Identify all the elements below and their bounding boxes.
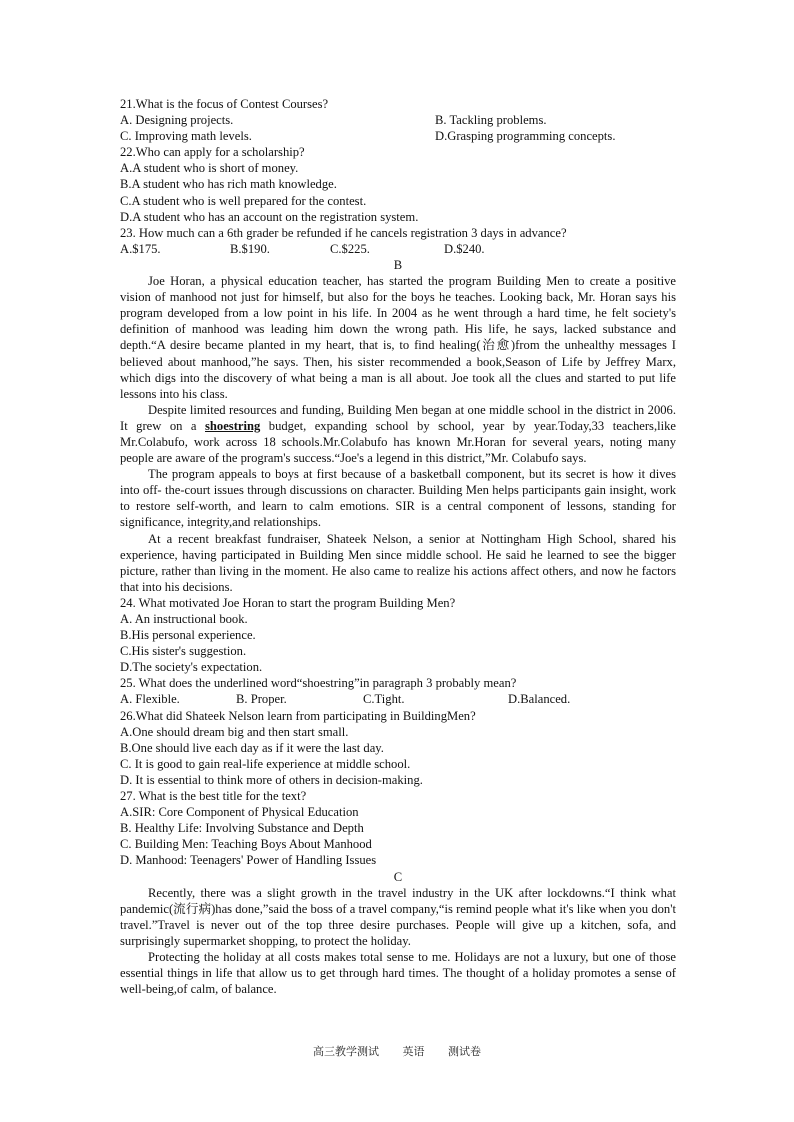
question-25 [120, 675, 676, 707]
option-c[interactable]: C. Improving math levels. [120, 129, 252, 144]
option-b[interactable]: B. Tackling problems. [435, 113, 547, 128]
underlined-word: shoestring [205, 418, 261, 433]
option-b[interactable]: B.One should live each day as if it were the last day. [120, 740, 384, 755]
page-footer [0, 1043, 794, 1059]
question-stem: 27. What is the best title for the text? [120, 789, 307, 804]
question-22 [120, 144, 676, 224]
option-d[interactable]: D.Grasping programming concepts. [435, 129, 616, 144]
passage-b-paragraph-4: At a recent breakfast fundraiser, Shateek Nelson, a senior at Nottingham High School, shared his experience, having participated in Building Men since middle school. He said he learned to see the bigger picture, rather than living in the moment. He also came to realize his actions affect others, and now he factors that into his decisions. [120, 531, 676, 594]
option-a[interactable]: A.SIR: Core Component of Physical Education [120, 805, 359, 820]
option-c[interactable]: C.A student who is well prepared for the contest. [120, 193, 367, 208]
option-b[interactable]: B.A student who has rich math knowledge. [120, 177, 337, 192]
option-a[interactable]: A.A student who is short of money. [120, 161, 299, 176]
question-26 [120, 708, 676, 788]
passage-c-paragraph-1: Recently, there was a slight growth in the travel industry in the UK after lockdowns.“I think what pandemic(流行病)has done,”said the boss of a travel company,“is remind people what it's like when you don't travel.”Travel is never out of the top three desire purchases. People will give up a kitchen, sofa, and surprisingly supermarket shopping, to protect the holiday. [120, 885, 676, 948]
option-row [120, 112, 676, 128]
option-d[interactable]: D. It is essential to think more of others in decision-making. [120, 772, 423, 787]
option-row [120, 691, 676, 707]
paragraph-text: Despite limited resources and funding, Building Men began at one middle school in the district in 2006. It grew on a [120, 402, 676, 433]
question-stem: 25. What does the underlined word“shoestring”in paragraph 3 probably mean? [120, 676, 517, 691]
paragraph-text: budget, expanding school by school, year by year.Today,33 teachers,like Mr.Colabufo, work across 18 schools.Mr.Colabufo has known Mr.Horan for several years, noting many people are aware of the program's success.“Joe's a legend in this district,”Mr. Colabufo says. [120, 418, 676, 466]
option-row [120, 128, 676, 144]
question-stem: 21.What is the focus of Contest Courses? [120, 97, 329, 111]
footer-exam-name: 高三教学测试 [313, 1045, 379, 1058]
question-stem: 26.What did Shateek Nelson learn from participating in BuildingMen? [120, 708, 476, 723]
option-d[interactable]: D.A student who has an account on the registration system. [120, 209, 419, 224]
page-content [120, 96, 676, 997]
option-b[interactable]: B.$190. [230, 241, 270, 256]
option-d[interactable]: D.The society's expectation. [120, 660, 263, 675]
question-24 [120, 595, 676, 675]
option-a[interactable]: A. Flexible. [120, 692, 180, 707]
question-stem: 24. What motivated Joe Horan to start the program Building Men? [120, 595, 456, 610]
question-stem: 23. How much can a 6th grader be refunded if he cancels registration 3 days in advance? [120, 225, 567, 240]
passage-c-paragraph-2: Protecting the holiday at all costs makes total sense to me. Holidays are not a luxury, but one of those essential things in life that allow us to get through hard times. The thought of a holiday promotes a sense of well-being,of calm, of balance. [120, 949, 676, 997]
option-c[interactable]: C.$225. [330, 241, 370, 256]
question-21 [120, 96, 676, 144]
option-a[interactable]: A.$175. [120, 241, 161, 256]
option-b[interactable]: B. Proper. [236, 692, 287, 707]
option-a[interactable]: A. Designing projects. [120, 113, 234, 128]
passage-b-paragraph-1: Joe Horan, a physical education teacher, has started the program Building Men to create a positive vision of manhood not just for himself, but also for the boys he teaches. Looking back, Mr. Horan says his program developed from a low point in his life. In 2004 as he went through a hard time, he felt society's definition of manhood was leading him down the wrong path. His life, he says, lacked substance and depth.“A desire became planted in my heart, that is, to find healing(治愈)from the unhealthy messages I believed about manhood,”he says. Then, his sister recommended a book,Season of Life by Jeffrey Marx, which digs into the discovery of what being a man is all about. Joe took all the clues and started to put life lessons into his class. [120, 274, 676, 401]
question-27 [120, 788, 676, 868]
footer-paper-type: 测试卷 [448, 1045, 481, 1058]
question-stem: 22.Who can apply for a scholarship? [120, 145, 305, 160]
section-b-heading: B [393, 257, 403, 272]
section-c-heading: C [393, 869, 403, 884]
option-d[interactable]: D.Balanced. [508, 692, 571, 707]
option-c[interactable]: C.Tight. [363, 692, 405, 707]
footer-subject: 英语 [402, 1045, 425, 1058]
option-c[interactable]: C. Building Men: Teaching Boys About Manhood [120, 837, 372, 852]
option-b[interactable]: B.His personal experience. [120, 628, 256, 643]
passage-b-paragraph-2 [120, 402, 676, 466]
passage-b-paragraph-3: The program appeals to boys at first because of a basketball component, but its secret is how it dives into off- the-court issues through discussions on character. Building Men helps participants gain insight, work to restore self-worth, and learn to calm emotions. SIR is a central component of lessons, standing for significance, integrity,and relationships. [120, 467, 676, 530]
question-23 [120, 225, 676, 257]
option-a[interactable]: A.One should dream big and then start small. [120, 724, 349, 739]
option-d[interactable]: D.$240. [444, 241, 485, 256]
option-d[interactable]: D. Manhood: Teenagers' Power of Handling Issues [120, 853, 377, 868]
option-b[interactable]: B. Healthy Life: Involving Substance and Depth [120, 821, 364, 836]
option-c[interactable]: C.His sister's suggestion. [120, 644, 247, 659]
option-row [120, 241, 676, 257]
option-c[interactable]: C. It is good to gain real-life experience at middle school. [120, 756, 411, 771]
option-a[interactable]: A. An instructional book. [120, 612, 248, 626]
